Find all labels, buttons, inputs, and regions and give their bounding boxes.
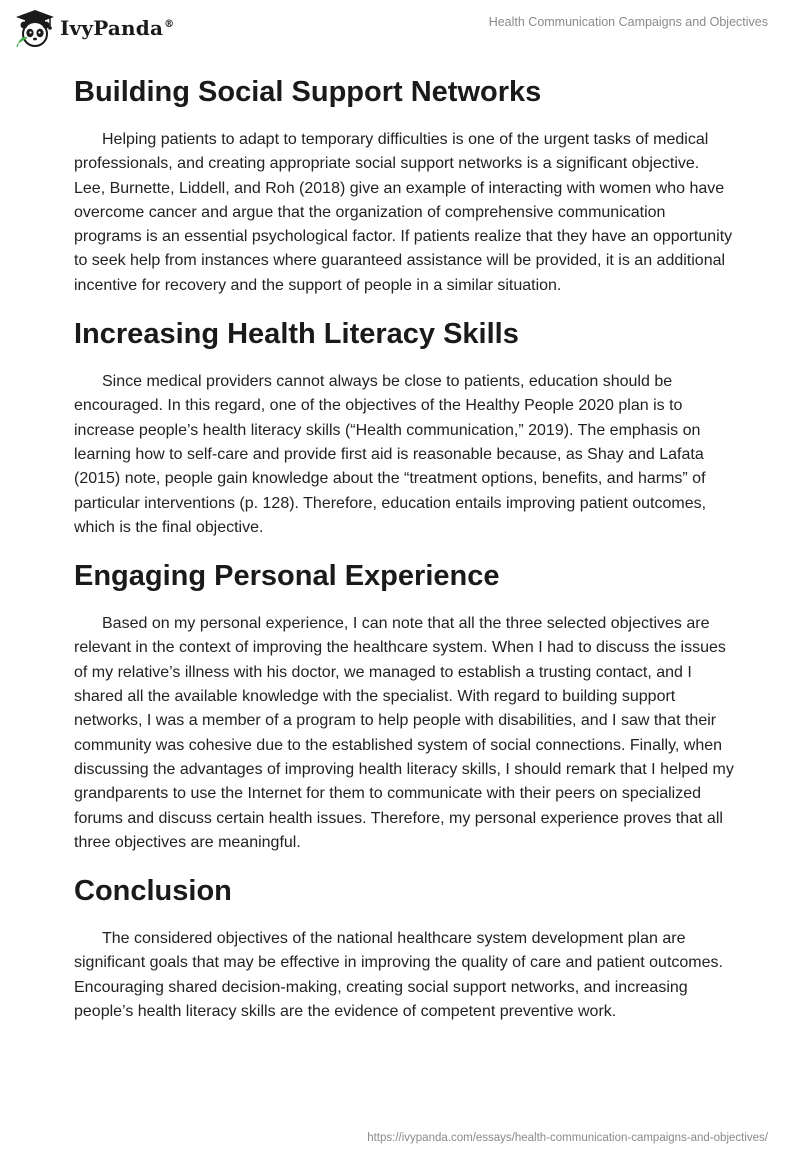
section-support-networks (74, 70, 734, 298)
section-heading: Increasing Health Literacy Skills (74, 318, 519, 351)
page-header (0, 0, 800, 56)
section-paragraph: The considered objectives of the national healthcare system development plan are significant goals that may be effective in improving the quality of care and patient outcomes. Encouraging shared decision-making, creating social support networks, and increasing people’s health literacy skills are the evidence of competent preventive work. (74, 930, 723, 1021)
section-health-literacy (74, 312, 734, 540)
section-paragraph: Based on my personal experience, I can note that all the three selected objectives are relevant in the context of improving the healthcare system. When I had to discuss the issues of my relative’s illness with his doctor, we managed to establish a trusting contact, and I shared all the available knowledge with the specialist. With regard to building support networks, I was a member of a program to help people with disabilities, and I saw that their community was cohesive due to the established system of social connections. Finally, when discussing the advantages of improving health literacy skills, I should remark that I helped my grandparents to use the Internet for them to communicate with their peers on specialized forums and discuss certain health issues. Therefore, my personal experience proves that all three objectives are meaningful. (74, 615, 734, 851)
source-url-link[interactable]: https://ivypanda.com/essays/health-communication-campaigns-and-objectives/ (367, 1132, 768, 1144)
panda-graduate-icon (14, 8, 56, 48)
brand-text: IvyPanda (60, 16, 164, 40)
running-title: Health Communication Campaigns and Objectives (488, 15, 768, 29)
section-heading: Conclusion (74, 875, 232, 908)
section-heading: Engaging Personal Experience (74, 560, 500, 593)
registered-mark: ® (164, 19, 175, 31)
brand-name (60, 16, 174, 40)
section-paragraph: Helping patients to adapt to temporary difficulties is one of the urgent tasks of medical professionals, and creating appropriate social support networks is a significant objective. Lee, Burnette, Liddell, and Roh (2018) give an example of interacting with women who have overcome cancer and argue that the organization of comprehensive communication programs is an essential psychological factor. If patients realize that they have an opportunity to seek help from instances where guaranteed assistance will be provided, it is an additional incentive for recovery and the support of people in a similar situation. (74, 131, 733, 294)
section-paragraph: Since medical providers cannot always be close to patients, education should be encouraged. In this regard, one of the objectives of the Healthy People 2020 plan is to increase people’s health literacy skills (“Health communication,” 2019). The emphasis on learning how to self-care and provide first aid is reasonable because, as Shay and Lafata (2015) note, people gain knowledge about the “treatment options, benefits, and harms” of particular interventions (p. 128). Therefore, education entails improving patient outcomes, which is the final objective. (74, 373, 707, 536)
section-heading: Building Social Support Networks (74, 76, 542, 108)
section-personal-experience (74, 554, 734, 855)
section-conclusion (74, 869, 734, 1024)
ivypanda-logo[interactable] (14, 8, 174, 48)
essay-body (74, 70, 734, 1024)
